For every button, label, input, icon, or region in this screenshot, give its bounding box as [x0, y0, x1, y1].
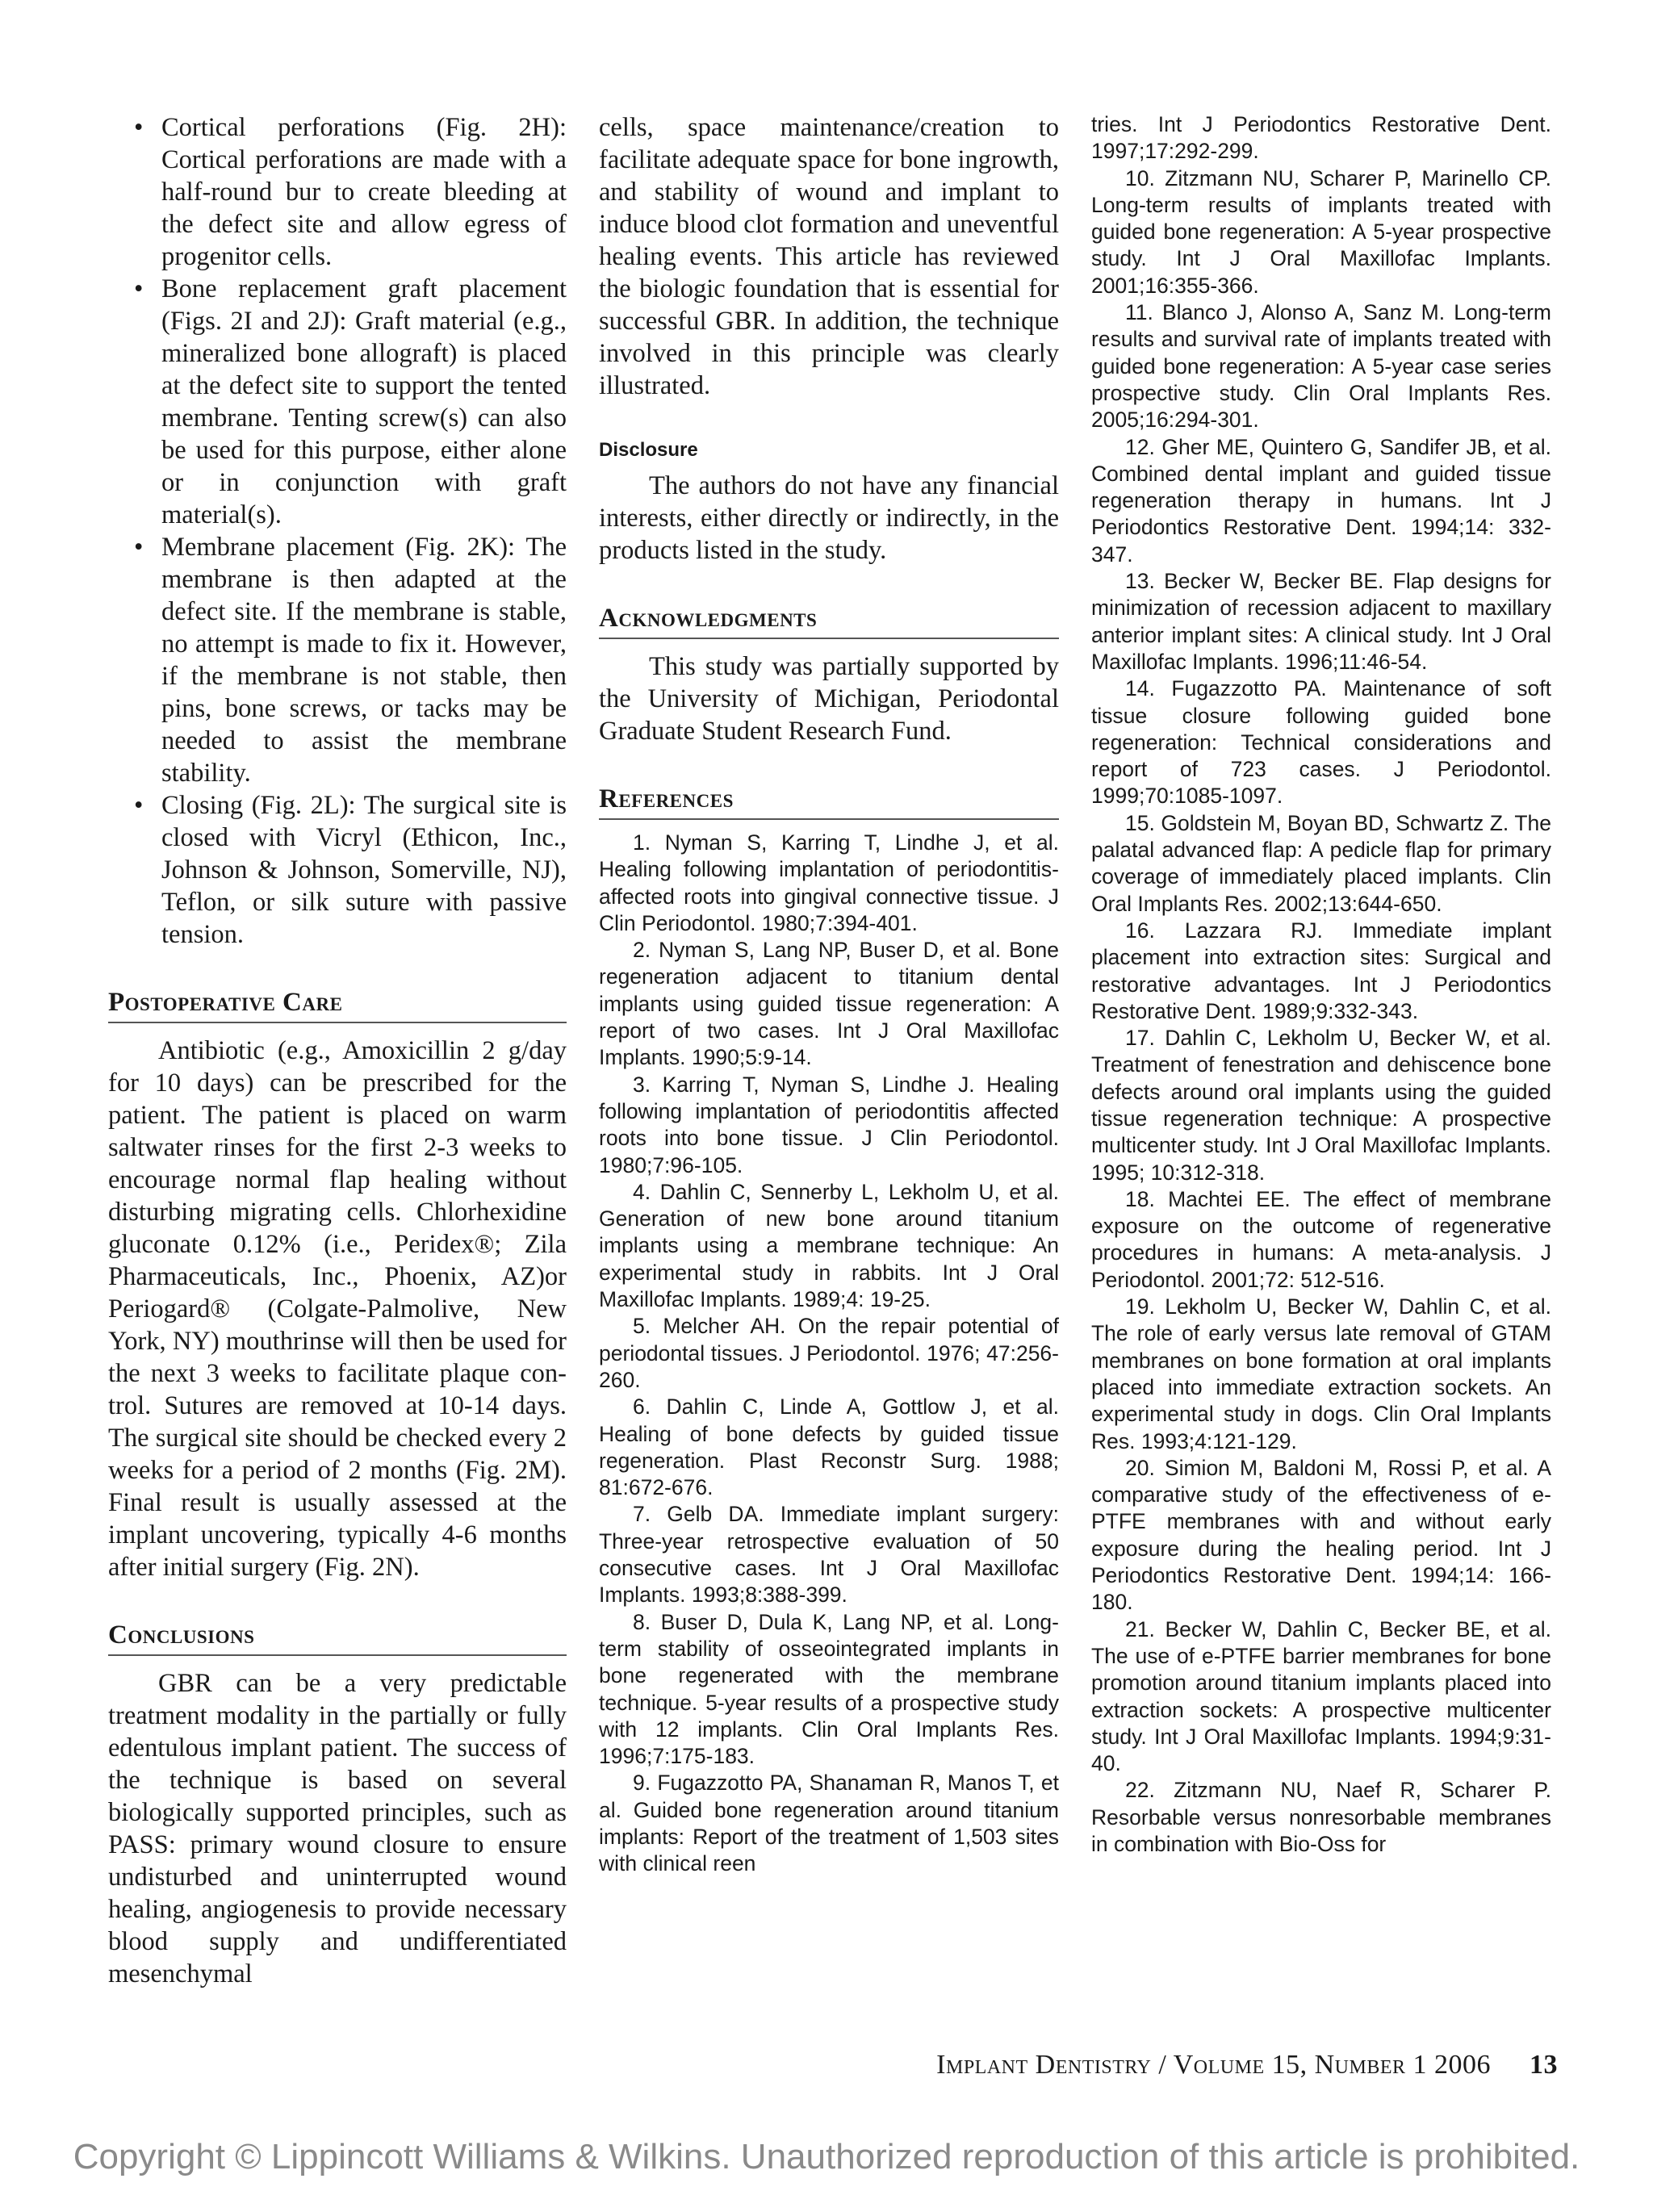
column-right: [1091, 111, 1551, 1858]
page-number: 13: [1530, 2050, 1558, 2080]
reference-item: 10. Zitzmann NU, Scharer P, Marinello CP. Long-term results of implants treated with guided bone regeneration: A 5-year prospective study. Int J Oral Maxillofac Implants. 2001;16:355-366.: [1091, 165, 1551, 298]
section-heading-acknowledgments: Acknowledgments: [599, 602, 1059, 639]
reference-item: 20. Simion M, Baldoni M, Rossi P, et al. A comparative study of the effectiveness of e-PTFE membranes with and without early exposure during the healing period. Int J Periodontics Restorative Dent. 1994;14: 166-180.: [1091, 1455, 1551, 1615]
list-item: • Closing (Fig. 2L): The surgical site is closed with Vicryl (Ethicon, Inc., Johnson & Johnson, Somerville, NJ), Teflon, or silk suture with passive tension.: [134, 791, 567, 949]
reference-item: 1. Nyman S, Karring T, Lindhe J, et al. Healing following implantation of periodontitis-affected roots into gingival connective tissue. J Clin Periodontol. 1980;7:394-401.: [599, 830, 1059, 935]
journal-citation: Implant Dentistry / Volume 15, Number 1 2006: [936, 2050, 1491, 2080]
reference-item: 3. Karring T, Nyman S, Lindhe J. Healing following implantation of periodontitis affected roots into bone tissue. J Clin Periodontol. 1980;7:96-105.: [599, 1072, 1059, 1177]
reference-item: 11. Blanco J, Alonso A, Sanz M. Long-term results and survival rate of implants treated with guided bone regeneration: A 5-year case series prospective study. Clin Oral Implants Res. 2005;16:294-301.: [1091, 300, 1551, 433]
reference-item: 12. Gher ME, Quintero G, Sandifer JB, et al. Combined dental implant and guided tissue regeneration therapy in humans. Int J Periodontics Restorative Dent. 1994;14: 332-347.: [1091, 434, 1551, 567]
postoperative-care-paragraph: Antibiotic (e.g., Amoxicillin 2 g/day for 10 days) can be prescribed for the patient. The patient is placed on warm saltwater rinses for the first 2-3 weeks to encourage normal flap healing without disturbing migrating cells. Chlorhexidine gluconate 0.12% (i.e., Peridex®; Zila Pharmaceuticals, Inc., Phoenix, AZ)or Periogard® (Colgate-Palmolive, New York, NY) mouthrinse will then be used for the next 3 weeks to facilitate plaque control. Sutures are removed at 10-14 days. The surgical site should be checked every 2 weeks for a period of 2 months (Fig. 2M). Final result is usually assessed at the implant uncovering, typically 4-6 months after initial surgery (Fig. 2N).: [108, 1036, 567, 1582]
reference-item: 7. Gelb DA. Immediate implant surgery: Three-year retrospective evaluation of 50 consecutive cases. Int J Oral Maxillofac Implants. 1993;8:388-399.: [599, 1502, 1059, 1608]
reference-item: 6. Dahlin C, Linde A, Gottlow J, et al. Healing of bone defects by guided tissue regeneration. Plast Reconstr Surg. 1988; 81:672-676.: [599, 1395, 1059, 1500]
reference-item: 21. Becker W, Dahlin C, Becker BE, et al. The use of e-PTFE barrier membranes for bone promotion around titanium implants placed into extraction sockets: A prospective multicenter study. Int J Oral Maxillofac Implants. 1994;9:31-40.: [1091, 1616, 1551, 1776]
reference-item: tries. Int J Periodontics Restorative Dent. 1997;17:292-299.: [1091, 112, 1551, 164]
conclusions-continued: cells, space maintenance/creation to facilitate adequate space for bone ingrowth, and stability of wound and implant to induce blood clot formation and uneventful healing events. This article has reviewed the biologic foundation that is essential for successful GBR. In addition, the technique involved in this principle was clearly illustrated.: [599, 113, 1059, 400]
reference-item: 17. Dahlin C, Lekholm U, Becker W, et al. Treatment of fenestration and dehiscence bone defects around oral implants using the guided tissue regeneration technique: A prospective multicenter study. Int J Oral Maxillofac Implants. 1995; 10:312-318.: [1091, 1026, 1551, 1185]
acknowledgments-paragraph: This study was partially supported by the University of Michigan, Periodontal Graduate Student Research Fund.: [599, 652, 1059, 746]
list-item: • Bone replacement graft placement (Figs. 2I and 2J): Graft material (e.g., mineralized bone allograft) is placed at the defect site to support the tented membrane. Tenting screw(s) can also be used for this purpose, either alone or in conjunction with graft material(s).: [134, 274, 567, 529]
reference-item: 9. Fugazzotto PA, Shanaman R, Manos T, et al. Guided bone regeneration around titanium implants: Report of the treatment of 1,503 sites with clinical reen: [599, 1771, 1059, 1876]
section-heading-references: References: [599, 783, 1059, 820]
reference-item: 5. Melcher AH. On the repair potential of periodontal tissues. J Periodontol. 1976; 47:256-260.: [599, 1314, 1059, 1392]
bullet-text: Membrane placement (Fig. 2K): The membrane is then adapted at the defect site. If the membrane is stable, no attempt is made to fix it. However, if the membrane is not stable, then pins, bone screws, or tacks may be needed to assist the membrane stability.: [161, 533, 567, 788]
column-left: [108, 111, 567, 1990]
disclosure-paragraph: The authors do not have any financial interests, either directly or indirectly, in the products listed in the study.: [599, 471, 1059, 565]
procedure-list: [108, 111, 567, 951]
bullet-text: Cortical perforations (Fig. 2H): Cortical perforations are made with a half-round bur to create bleeding at the defect site and allow egress of progenitor cells.: [161, 113, 567, 271]
bullet-text: Closing (Fig. 2L): The surgical site is closed with Vicryl (Ethicon, Inc., Johnson & Johnson, Somerville, NJ), Teflon, or silk suture with passive tension.: [161, 791, 567, 949]
reference-item: 19. Lekholm U, Becker W, Dahlin C, et al. The role of early versus late removal of GTAM membranes on bone formation at oral implants placed into immediate extraction sockets. An experimental study in dogs. Clin Oral Implants Res. 1993;4:121-129.: [1091, 1294, 1551, 1453]
reference-item: 18. Machtei EE. The effect of membrane exposure on the outcome of regenerative procedures in humans: A meta-analysis. J Periodontol. 2001;72: 512-516.: [1091, 1186, 1551, 1292]
bullet-text: Bone replacement graft placement (Figs. 2I and 2J): Graft material (e.g., mineralized bone allograft) is placed at the defect site to support the tented membrane. Tenting screw(s) can also be used for this purpose, either alone or in conjunction with graft material(s).: [161, 274, 567, 529]
running-footer: [783, 2050, 1558, 2080]
reference-item: 8. Buser D, Dula K, Lang NP, et al. Long-term stability of osseointegrated implants in bone regenerated with the membrane technique. 5-year results of a prospective study with 12 implants. Clin Oral Implants Res. 1996;7:175-183.: [599, 1609, 1059, 1769]
reference-item: 2. Nyman S, Lang NP, Buser D, et al. Bone regeneration adjacent to titanium dental implants using guided tissue regeneration: A report of two cases. Int J Oral Maxillofac Implants. 1990;5:9-14.: [599, 938, 1059, 1070]
reference-item: 16. Lazzara RJ. Immediate implant placement into extraction sites: Surgical and restorative advantages. Int J Periodontics Restorative Dent. 1989;9:332-343.: [1091, 918, 1551, 1023]
reference-item: 14. Fugazzotto PA. Maintenance of soft tissue closure following guided bone regeneration: Technical considerations and report of 723 cases. J Periodontol. 1999;70:1085-1097.: [1091, 676, 1551, 809]
disclosure-heading: Disclosure: [599, 439, 698, 461]
reference-item: 13. Becker W, Becker BE. Flap designs for minimization of recession adjacent to maxillary anterior implant sites: A clinical study. Int J Oral Maxillofac Implants. 1996;11:46-54.: [1091, 569, 1551, 674]
conclusions-paragraph: GBR can be a very predictable treatment modality in the partially or fully edentulous implant patient. The success of the technique is based on several biologically supported principles, such as PASS: primary wound closure to ensure undisturbed and uninterrupted wound healing, angiogenesis to provide necessary blood supply and undifferentiated mesenchymal: [108, 1669, 567, 1988]
section-heading-postoperative-care: Postoperative Care: [108, 986, 567, 1023]
reference-list: [599, 830, 1059, 1878]
reference-item: 22. Zitzmann NU, Naef R, Scharer P. Resorbable versus nonresorbable membranes in combination with Bio-Oss for: [1091, 1778, 1551, 1856]
reference-list-continued: [1091, 111, 1551, 1858]
column-middle: [599, 111, 1059, 1878]
list-item: • Cortical perforations (Fig. 2H): Cortical perforations are made with a half-round bur to create bleeding at the defect site and allow egress of progenitor cells.: [134, 113, 567, 271]
list-item: • Membrane placement (Fig. 2K): The membrane is then adapted at the defect site. If the membrane is stable, no attempt is made to fix it. However, if the membrane is not stable, then pins, bone screws, or tacks may be needed to assist the membrane stability.: [134, 533, 567, 788]
reference-item: 4. Dahlin C, Sennerby L, Lekholm U, et al. Generation of new bone around titanium implants using a membrane technique: An experimental study in rabbits. Int J Oral Maxillofac Implants. 1989;4: 19-25.: [599, 1179, 1059, 1312]
reference-item: 15. Goldstein M, Boyan BD, Schwartz Z. The palatal advanced flap: A pedicle flap for primary coverage of immediately placed implants. Clin Oral Implants Res. 2002;13:644-650.: [1091, 810, 1551, 916]
section-heading-conclusions: Conclusions: [108, 1619, 567, 1656]
copyright-notice: Copyright © Lippincott Williams & Wilkins. Unauthorized reproduction of this article is prohibited.: [73, 2137, 1580, 2176]
